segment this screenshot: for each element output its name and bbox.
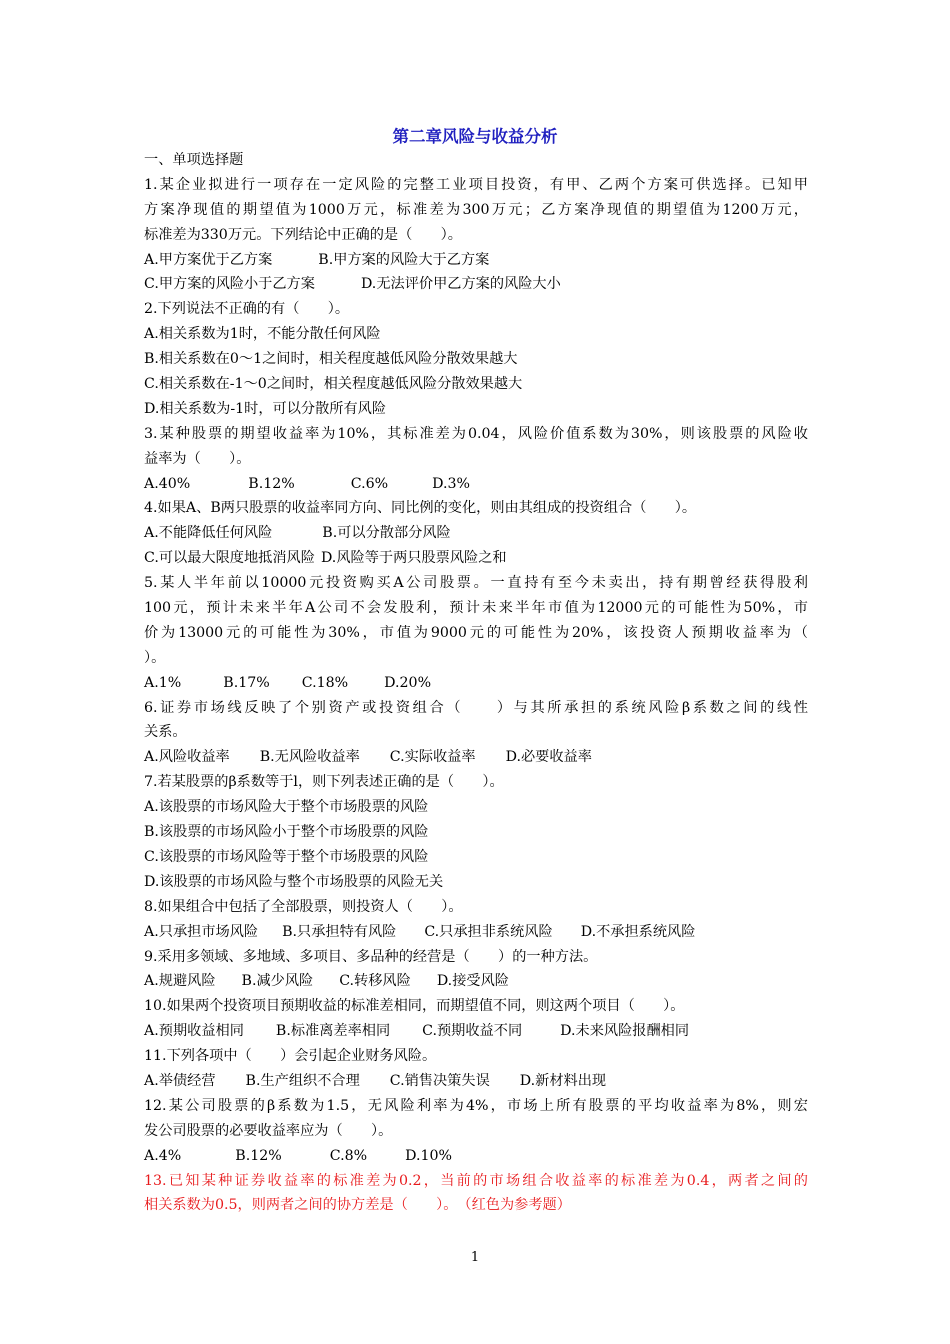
question-6-text: 6.证券市场线反映了个别资产或投资组合（ ）与其所承担的系统风险β系数之间的线性 bbox=[144, 699, 808, 716]
answer-option: D.该股票的市场风险与整个市场股票的风险无关 bbox=[144, 873, 444, 890]
answer-option: D.20% bbox=[384, 674, 432, 691]
question-list bbox=[144, 148, 808, 1218]
question-12-options bbox=[144, 1144, 808, 1169]
answer-option: D.无法评价甲乙方案的风险大小 bbox=[360, 276, 561, 293]
answer-option: C.甲方案的风险小于乙方案 bbox=[144, 276, 315, 293]
answer-option: C.18% bbox=[301, 674, 349, 691]
question-13-text: 13.已知某种证券收益率的标准差为0.2，当前的市场组合收益率的标准差为0.4，两者之间的 bbox=[144, 1172, 808, 1189]
answer-option: C.8% bbox=[329, 1147, 368, 1164]
answer-option: C.相关系数在-1～0之间时，相关程度越低风险分散效果越大 bbox=[144, 376, 523, 393]
question-5-text: 100元，预计未来半年A公司不会发股利，预计未来半年市值为12000元的可能性为50%，市 bbox=[144, 600, 808, 617]
question-2-options bbox=[144, 372, 808, 397]
answer-option: C.预期收益不同 bbox=[422, 1023, 523, 1040]
page-number: 1 bbox=[470, 1250, 480, 1265]
answer-option: B.生产组织不合理 bbox=[245, 1072, 360, 1089]
answer-option: B.17% bbox=[223, 674, 270, 691]
question-1-options bbox=[144, 272, 808, 297]
answer-option: B.12% bbox=[235, 1147, 282, 1164]
question-6-options bbox=[144, 745, 808, 770]
question-5-text: ）。 bbox=[144, 649, 166, 666]
answer-option: B.相关系数在0～1之间时，相关程度越低风险分散效果越大 bbox=[144, 351, 518, 368]
question-7-options bbox=[144, 845, 808, 870]
document-title: 第二章风险与收益分析 bbox=[392, 127, 558, 146]
answer-option: B.甲方案的风险大于乙方案 bbox=[318, 251, 490, 268]
question-11-options bbox=[144, 1069, 808, 1094]
answer-option: B.12% bbox=[248, 475, 295, 492]
answer-option: A.40% bbox=[144, 475, 191, 492]
answer-option: A.该股票的市场风险大于整个市场股票的风险 bbox=[144, 799, 429, 816]
question-2-options bbox=[144, 397, 808, 422]
question-6-text: 关系。 bbox=[144, 724, 187, 741]
question-5-options bbox=[144, 671, 808, 696]
answer-option: C.实际收益率 bbox=[389, 749, 476, 766]
question-2-text: 2.下列说法不正确的有（ ）。 bbox=[144, 301, 350, 318]
answer-option: B.减少风险 bbox=[241, 973, 314, 990]
question-4-text: 4.如果A、B两只股票的收益率同方向、同比例的变化，则由其组成的投资组合（ ）。 bbox=[144, 500, 697, 517]
answer-option: C.6% bbox=[350, 475, 389, 492]
question-7-options bbox=[144, 795, 808, 820]
answer-option: C.只承担非系统风险 bbox=[424, 923, 553, 940]
question-1-options bbox=[144, 248, 808, 273]
answer-option: B.标准离差率相同 bbox=[275, 1023, 391, 1040]
question-10-options bbox=[144, 1019, 808, 1044]
question-4-options bbox=[144, 546, 808, 571]
answer-option: D.必要收益率 bbox=[505, 749, 592, 766]
answer-option: D.10% bbox=[405, 1147, 453, 1164]
answer-option: D.接受风险 bbox=[436, 973, 509, 990]
question-11-text: 11.下列各项中（ ）会引起企业财务风险。 bbox=[144, 1048, 437, 1065]
question-4-options bbox=[144, 521, 808, 546]
question-3-text: 3.某种股票的期望收益率为10%，其标准差为0.04，风险价值系数为30%，则该股票的风险收 bbox=[144, 425, 808, 442]
question-8-text: 8.如果组合中包括了全部股票，则投资人（ ）。 bbox=[144, 898, 463, 915]
question-2-options bbox=[144, 347, 808, 372]
answer-option: B.该股票的市场风险小于整个市场股票的风险 bbox=[144, 824, 429, 841]
question-3-text: 益率为（ ）。 bbox=[144, 450, 251, 467]
answer-option: D.不承担系统风险 bbox=[580, 923, 696, 940]
answer-option: D.相关系数为-1时，可以分散所有风险 bbox=[144, 400, 387, 417]
question-1-text: 1.某企业拟进行一项存在一定风险的完整工业项目投资，有甲、乙两个方案可供选择。已知甲 bbox=[144, 176, 808, 193]
answer-option: C.该股票的市场风险等于整个市场股票的风险 bbox=[144, 848, 429, 865]
answer-option: D.新材料出现 bbox=[519, 1072, 607, 1089]
answer-option: B.只承担特有风险 bbox=[282, 923, 397, 940]
answer-option: A.相关系数为1时，不能分散任何风险 bbox=[144, 326, 381, 343]
answer-option: C.转移风险 bbox=[339, 973, 411, 990]
answer-option: B.可以分散部分风险 bbox=[322, 525, 451, 542]
answer-option: A.只承担市场风险 bbox=[144, 923, 259, 940]
question-3-options bbox=[144, 472, 808, 497]
question-5-text: 5.某人半年前以10000元投资购买A公司股票。一直持有至今未卖出，持有期曾经获得股利 bbox=[144, 575, 808, 592]
question-10-text: 10.如果两个投资项目预期收益的标准差相同，而期望值不同，则这两个项目（ ）。 bbox=[144, 998, 685, 1015]
answer-option: B.无风险收益率 bbox=[259, 749, 360, 766]
question-5-text: 价为13000元的可能性为30%，市值为9000元的可能性为20%，该投资人预期收益率为（ bbox=[144, 624, 808, 641]
answer-option: A.不能降低任何风险 bbox=[144, 525, 273, 542]
answer-option: A.风险收益率 bbox=[144, 749, 230, 766]
question-7-options bbox=[144, 870, 808, 895]
question-12-text: 12.某公司股票的β系数为1.5，无风险利率为4%，市场上所有股票的平均收益率为8%，则宏 bbox=[144, 1097, 808, 1114]
question-9-options bbox=[144, 969, 808, 994]
section-heading: 一、单项选择题 bbox=[144, 152, 244, 168]
answer-option: A.4% bbox=[144, 1147, 182, 1164]
question-12-text: 发公司股票的必要收益率应为（ ）。 bbox=[144, 1122, 393, 1139]
question-2-options bbox=[144, 322, 808, 347]
answer-option: C.销售决策失误 bbox=[389, 1072, 490, 1089]
answer-option: D.风险等于两只股票风险之和 bbox=[320, 550, 507, 567]
answer-option: A.规避风险 bbox=[144, 973, 216, 990]
answer-option: A.甲方案优于乙方案 bbox=[144, 251, 273, 268]
answer-option: A.1% bbox=[144, 674, 182, 691]
question-1-text: 方案净现值的期望值为1000万元，标准差为300万元；乙方案净现值的期望值为1200万元， bbox=[144, 201, 808, 218]
question-7-options bbox=[144, 820, 808, 845]
answer-option: A.预期收益相同 bbox=[144, 1023, 244, 1040]
answer-option: D.3% bbox=[432, 475, 471, 492]
question-9-text: 9.采用多领域、多地域、多项目、多品种的经营是（ ）的一种方法。 bbox=[144, 948, 598, 965]
question-8-options bbox=[144, 920, 808, 945]
question-7-text: 7.若某股票的β系数等于l，则下列表述正确的是（ ）。 bbox=[144, 774, 504, 791]
answer-option: A.举债经营 bbox=[144, 1072, 216, 1089]
answer-option: C.可以最大限度地抵消风险 bbox=[144, 550, 315, 567]
question-13-text: 相关系数为0.5，则两者之间的协方差是（ ）。 （红色为参考题） bbox=[144, 1197, 571, 1214]
answer-option: D.未来风险报酬相同 bbox=[560, 1023, 690, 1040]
question-1-text: 标准差为330万元。下列结论中正确的是（ ）。 bbox=[144, 226, 462, 243]
